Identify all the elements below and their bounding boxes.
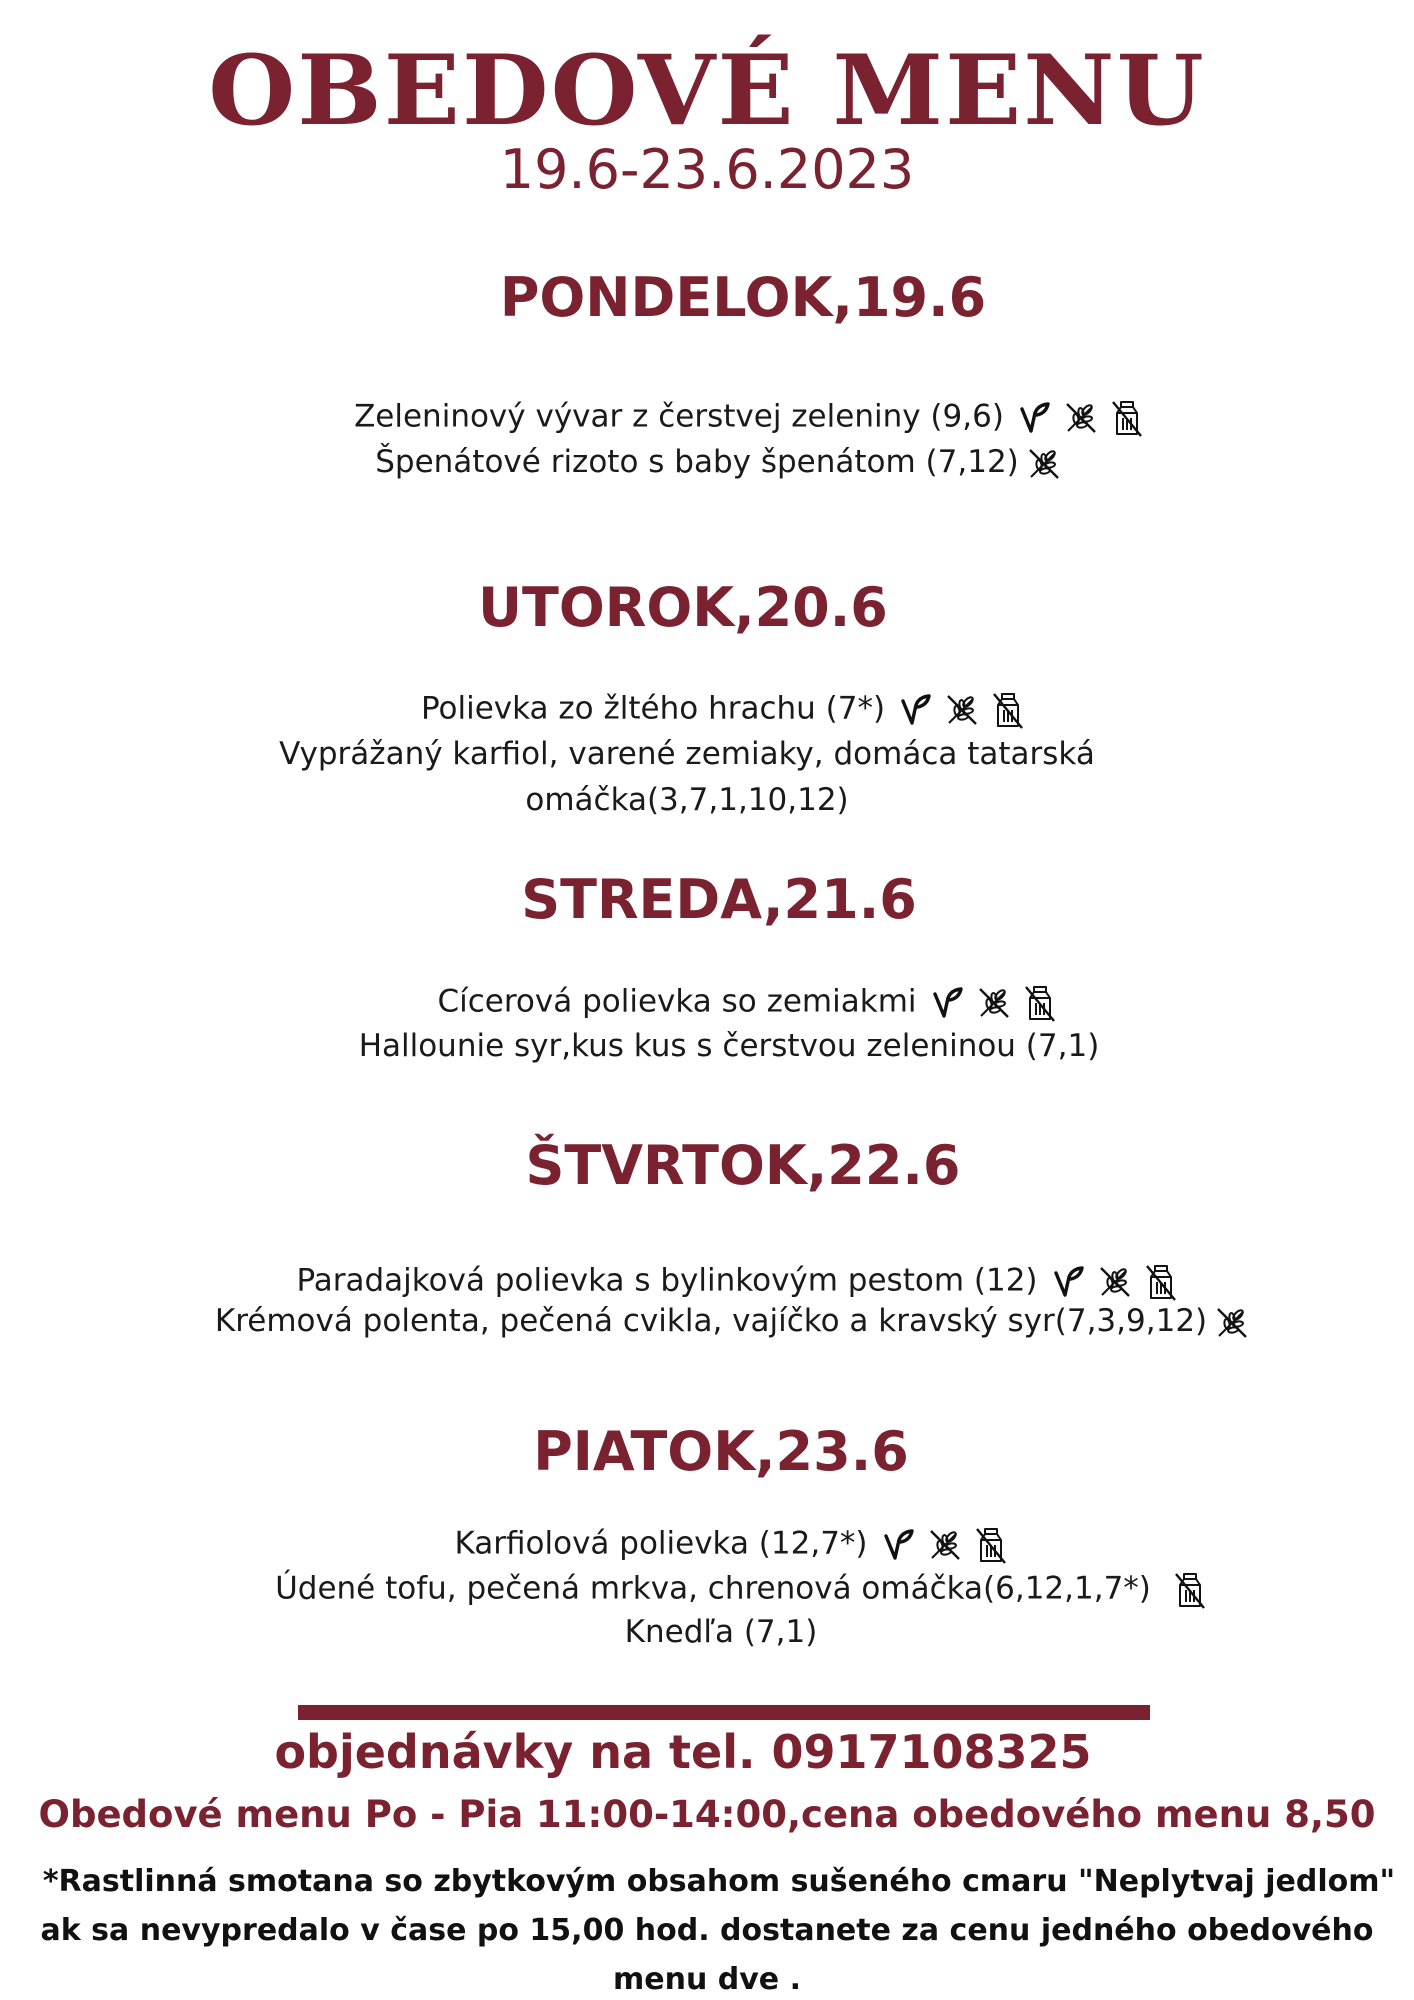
- vegan-icon: [882, 1528, 916, 1562]
- lactose-free-icon: [1110, 398, 1144, 438]
- dish-text: omáčka(3,7,1,10,12): [525, 782, 849, 818]
- dish-line: [24, 1525, 1414, 1565]
- gluten-free-icon: [943, 691, 981, 729]
- date-range: 19.6-23.6.2023: [499, 138, 915, 201]
- gluten-free-icon: [975, 984, 1013, 1022]
- dish-text: Karfiolová polievka (12,7*): [454, 1525, 868, 1562]
- order-phone: objednávky na tel. 0917108325: [274, 1725, 1092, 1779]
- dish-text: Polievka zo žltého hrachu (7*): [420, 690, 886, 727]
- day-heading-thursday: ŠTVRTOK,22.6: [525, 1134, 961, 1197]
- dish-line: [22, 1028, 1414, 1064]
- divider-bar: [298, 1705, 1150, 1720]
- dish-line: [40, 983, 1414, 1023]
- dish-text: Vyprážaný karfiol, varené zemiaky, domáca tatarská: [279, 736, 1095, 772]
- dish-text: Knedľa (7,1): [624, 1614, 818, 1650]
- gluten-free-icon: [1213, 1304, 1251, 1342]
- dish-line: [42, 398, 1414, 438]
- dish-line: [30, 1262, 1414, 1302]
- gluten-free-icon: [1062, 399, 1100, 437]
- lactose-free-icon: [974, 1525, 1008, 1565]
- lactose-free-icon: [1023, 983, 1057, 1023]
- dish-line: [26, 1303, 1414, 1342]
- day-heading-monday: PONDELOK,19.6: [499, 266, 987, 329]
- lactose-free-icon: [991, 690, 1025, 730]
- dish-line: [34, 1570, 1414, 1610]
- dish-text: Krémová polenta, pečená cvikla, vajíčko a kravský syr(7,3,9,12): [214, 1303, 1208, 1339]
- day-heading-friday: PIATOK,23.6: [533, 1420, 909, 1483]
- footnote-line-1: *Rastlinná smotana so zbytkovým obsahom sušeného cmaru "Neplytvaj jedlom": [42, 1864, 1396, 1899]
- opening-hours-price: Obedové menu Po - Pia 11:00-14:00,cena obedového menu 8,50: [38, 1793, 1376, 1836]
- dish-text: Špenátové rizoto s baby špenátom (7,12): [375, 444, 1019, 480]
- day-heading-tuesday: UTOROK,20.6: [478, 576, 888, 639]
- dish-line: [0, 736, 1394, 772]
- lactose-free-icon: [1144, 1262, 1178, 1302]
- dish-text: Hallounie syr,kus kus s čerstvou zeleninou (7,1): [358, 1028, 1100, 1064]
- dish-line: [12, 444, 1414, 483]
- footnote-line-2: ak sa nevypredalo v čase po 15,00 hod. dostanete za cenu jedného obedového: [40, 1913, 1374, 1948]
- dish-text: Zeleninový vývar z čerstvej zeleniny (9,6): [354, 398, 1004, 435]
- gluten-free-icon: [1025, 445, 1063, 483]
- lactose-free-icon: [1173, 1570, 1207, 1610]
- dish-line: [0, 782, 1394, 818]
- gluten-free-icon: [926, 1526, 964, 1564]
- dish-text: Údené tofu, pečená mrkva, chrenová omáčka(6,12,1,7*): [275, 1570, 1151, 1607]
- day-heading-wednesday: STREDA,21.6: [521, 868, 917, 931]
- dish-line: [14, 1614, 1414, 1650]
- dish-line: [16, 690, 1414, 730]
- dish-text: Paradajková polievka s bylinkovým pestom (12): [296, 1262, 1038, 1299]
- dish-text: Cícerová polievka so zemiakmi: [437, 983, 917, 1020]
- vegan-icon: [1018, 401, 1052, 435]
- menu-title: OBEDOVÉ MENU: [208, 34, 1206, 147]
- vegan-icon: [899, 693, 933, 727]
- footnote-line-3: menu dve .: [613, 1962, 801, 1997]
- vegan-icon: [931, 986, 965, 1020]
- gluten-free-icon: [1096, 1263, 1134, 1301]
- vegan-icon: [1052, 1265, 1086, 1299]
